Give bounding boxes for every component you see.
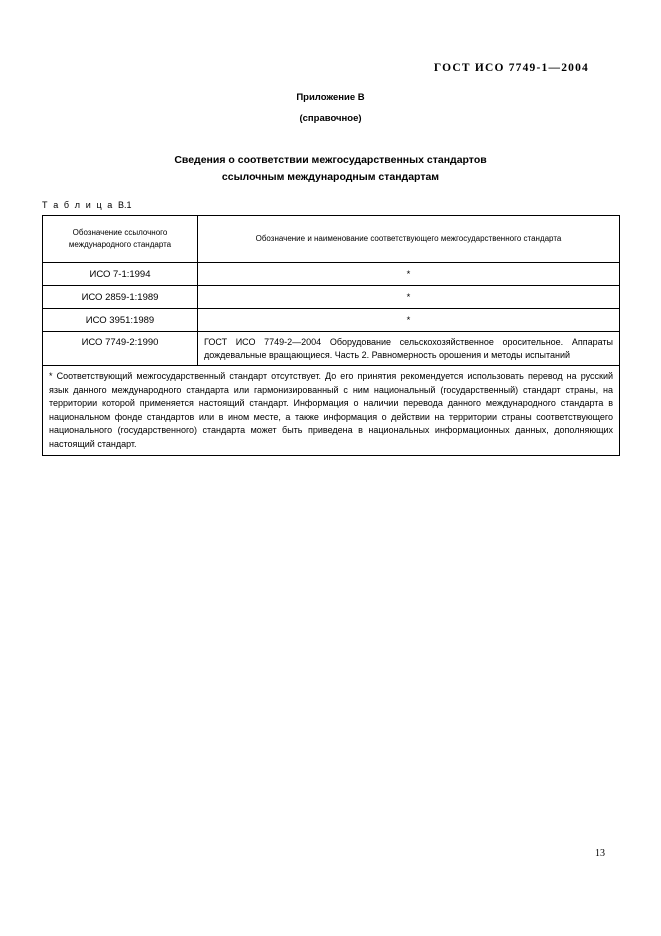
table-row	[43, 286, 620, 309]
gost-standard-value: ГОСТ ИСО 7749-2—2004 Оборудование сельскохозяйственное оросительное. Аппараты дождевальные вращающиеся. Часть 2. Равномерность орошения и методы испытаний	[198, 332, 620, 366]
table-header-col2: Обозначение и наименование соответствующего межгосударственного стандарта	[198, 216, 620, 263]
iso-standard-code: ИСО 2859-1:1989	[43, 286, 198, 309]
iso-standard-code: ИСО 7-1:1994	[43, 263, 198, 286]
appendix-title: Приложение В	[296, 92, 365, 103]
page-number: 13	[595, 848, 605, 859]
gost-standard-value: *	[198, 309, 620, 332]
iso-standard-code: ИСО 7749-2:1990	[43, 332, 198, 366]
section-title	[0, 152, 661, 186]
appendix-heading	[0, 92, 661, 124]
header-standard-designation: ГОСТ ИСО 7749-1—2004	[433, 62, 589, 74]
gost-standard-value: *	[198, 286, 620, 309]
table-row	[43, 309, 620, 332]
section-title-line1: Сведения о соответствии межгосударственных стандартов	[174, 154, 487, 166]
table-caption-number: В.1	[118, 200, 132, 210]
table-caption	[42, 200, 132, 210]
page-header	[434, 62, 589, 74]
correspondence-table	[42, 215, 620, 456]
table-note-row	[43, 366, 620, 456]
gost-standard-value: *	[198, 263, 620, 286]
table-row	[43, 332, 620, 366]
appendix-subtitle: (справочное)	[299, 113, 362, 124]
table-row	[43, 263, 620, 286]
iso-standard-code: ИСО 3951:1989	[43, 309, 198, 332]
table-footnote: * Соответствующий межгосударственный стандарт отсутствует. До его принятия рекомендуется использовать перевод на русский язык данного международного стандарта или гармонизированный с ним национальный (государственный) стандарт страны, на территории которой применяется настоящий стандарт. Информация о наличии перевода данного международного стандарта в национальном фонде стандартов или в ином месте, а также информация о действии на территории страны соответствующего национального (государственного) стандарта может быть приведена в национальных информационных данных, дополняющих настоящий стандарт.	[43, 366, 620, 456]
table-header-row	[43, 216, 620, 263]
table-header-col1: Обозначение ссылочного международного стандарта	[43, 216, 198, 263]
table-caption-label: Т а б л и ц а	[42, 200, 114, 210]
section-title-line2: ссылочным международным стандартам	[221, 171, 440, 183]
